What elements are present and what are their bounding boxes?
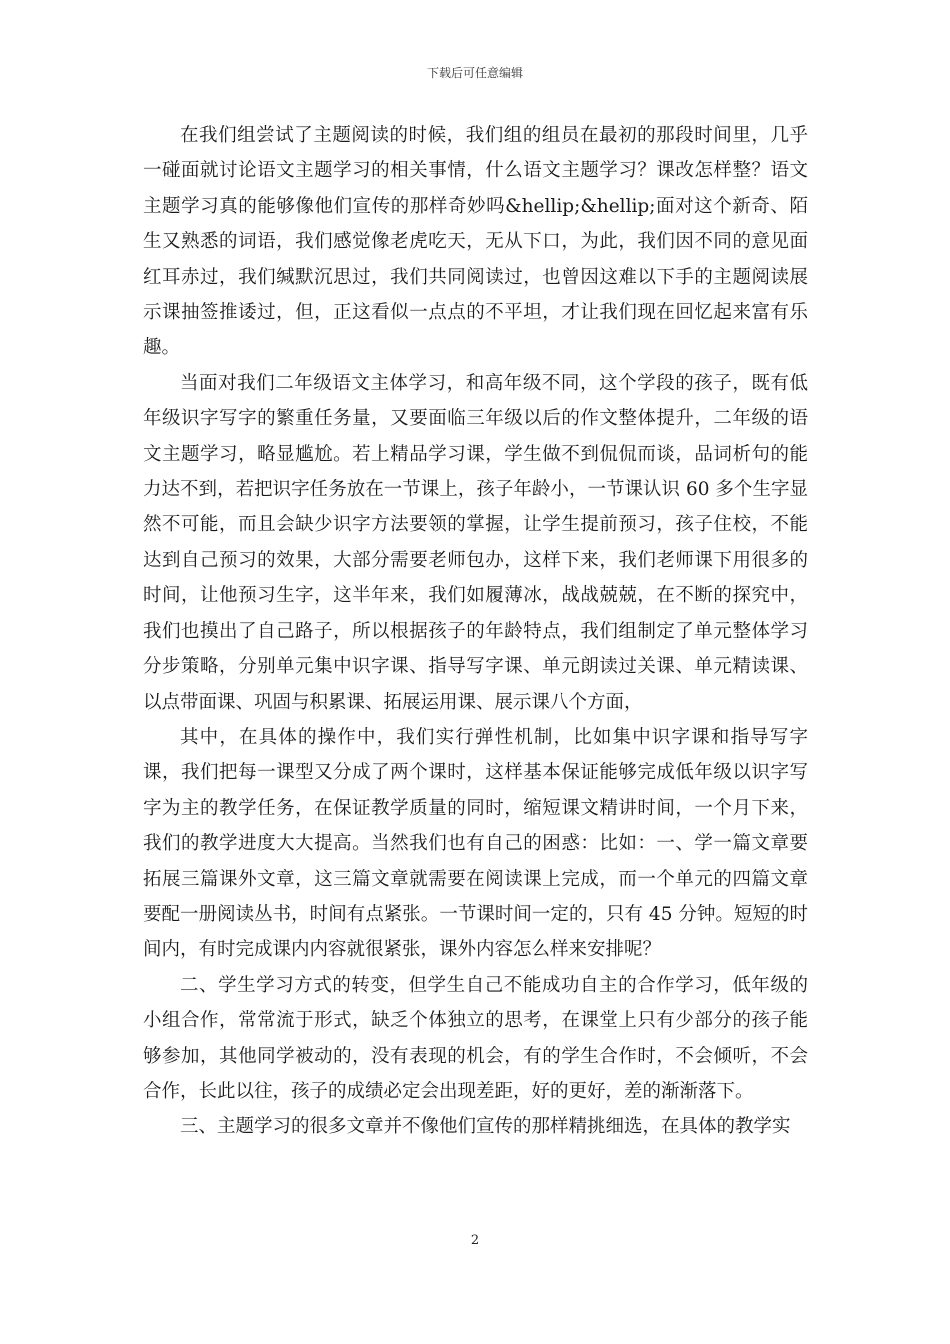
- paragraph: 二、学生学习方式的转变，但学生自己不能成功自主的合作学习，低年级的小组合作，常常流于形式，缺乏个体独立的思考，在课堂上只有少部分的孩子能够参加，其他同学被动的，没有表现的机会，有的学生合作时，不会倾听，不会合作，长此以往，孩子的成绩必定会出现差距，好的更好，差的渐渐落下。: [143, 974, 808, 1102]
- page-number: 2: [470, 1233, 480, 1248]
- paragraph: 三、主题学习的很多文章并不像他们宣传的那样精挑细选，在具体的教学实: [180, 1116, 791, 1138]
- paragraph: 当面对我们二年级语文主体学习，和高年级不同，这个学段的孩子，既有低年级识字写字的繁重任务量，又要面临三年级以后的作文整体提升，二年级的语文主题学习，略显尴尬。若上精品学习课，学生做不到侃侃而谈，品词析句的能力达不到，若把识字任务放在一节课上，孩子年龄小，一节课认识 60 多个生字显然不可能，而且会缺少识字方法要领的掌握，让学生提前预习，孩子住校，不能达到自己预习的效果，大部分需要老师包办，这样下来，我们老师课下用很多的时间，让他预习生字，这半年来，我们如履薄冰，战战兢兢，在不断的探究中，我们也摸出了自己路子，所以根据孩子的年龄特点，我们组制定了单元整体学习分步策略，分别单元集中识字课、指导写字课、单元朗读过关课、单元精读课、以点带面课、巩固与积累课、拓展运用课、展示课八个方面，: [143, 372, 808, 713]
- paragraph: 其中，在具体的操作中，我们实行弹性机制，比如集中识字课和指导写字课，我们把每一课型又分成了两个课时，这样基本保证能够完成低年级以识字写字为主的教学任务，在保证教学质量的同时，缩短课文精讲时间，一个月下来，我们的教学进度大大提高。当然我们也有自己的困惑：比如：一、学一篇文章要拓展三篇课外文章，这三篇文章就需要在阅读课上完成，而一个单元的四篇文章要配一册阅读丛书，时间有点紧张。一节课时间一定的，只有 45 分钟。短短的时间内，有时完成课内内容就很紧张，课外内容怎么样来安排呢？: [143, 726, 808, 961]
- page-header: 下载后可任意编辑: [426, 66, 523, 80]
- document-body: [143, 118, 808, 1145]
- paragraph: 在我们组尝试了主题阅读的时候，我们组的组员在最初的那段时间里，几乎一碰面就讨论语文主题学习的相关事情，什么语文主题学习？课改怎样整？语文主题学习真的能够像他们宣传的那样奇妙吗&hellip;&hellip;面对这个新奇、陌生又熟悉的词语，我们感觉像老虎吃天，无从下口，为此，我们因不同的意见面红耳赤过，我们缄默沉思过，我们共同阅读过，也曾因这难以下手的主题阅读展示课抽签推诿过，但，正这看似一点点的不平坦，才让我们现在回忆起来富有乐趣。: [143, 125, 808, 359]
